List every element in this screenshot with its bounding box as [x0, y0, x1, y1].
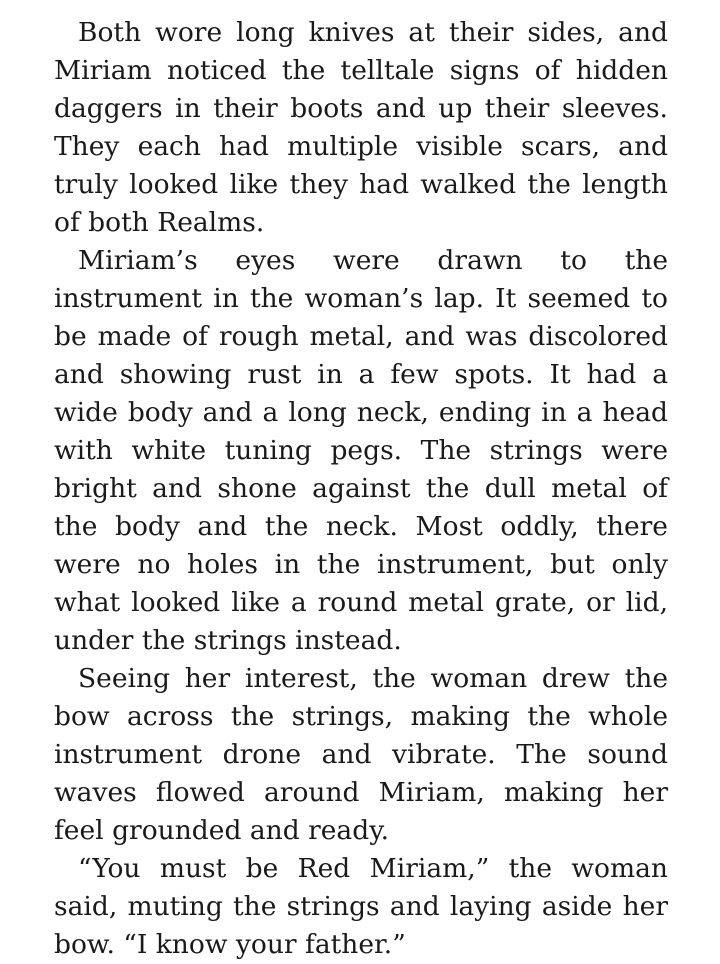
- paragraph: Seeing her interest, the woman drew the bow across the strings, making the whole instrument drone and vibrate. The sound waves flowed around Miriam, making her feel grounded and ready.: [54, 663, 668, 846]
- paragraph: Miriam’s eyes were drawn to the instrument in the woman’s lap. It seemed to be made of rough metal, and was discolored and showing rust in a few spots. It had a wide body and a long neck, ending in a head with white tuning pegs. The strings were bright and shone against the dull metal of the body and the neck. Most oddly, there were no holes in the instrument, but only what looked like a round metal grate, or lid, under the strings instead.: [54, 245, 668, 656]
- book-page-text: [54, 14, 668, 964]
- paragraph: “You must be Red Miriam,” the woman said, muting the strings and laying aside her bow. “I know your father.”: [54, 853, 668, 960]
- paragraph: Both wore long knives at their sides, and Miriam noticed the telltale signs of hidden daggers in their boots and up their sleeves. They each had multiple visible scars, and truly looked like they had walked the length of both Realms.: [54, 17, 668, 238]
